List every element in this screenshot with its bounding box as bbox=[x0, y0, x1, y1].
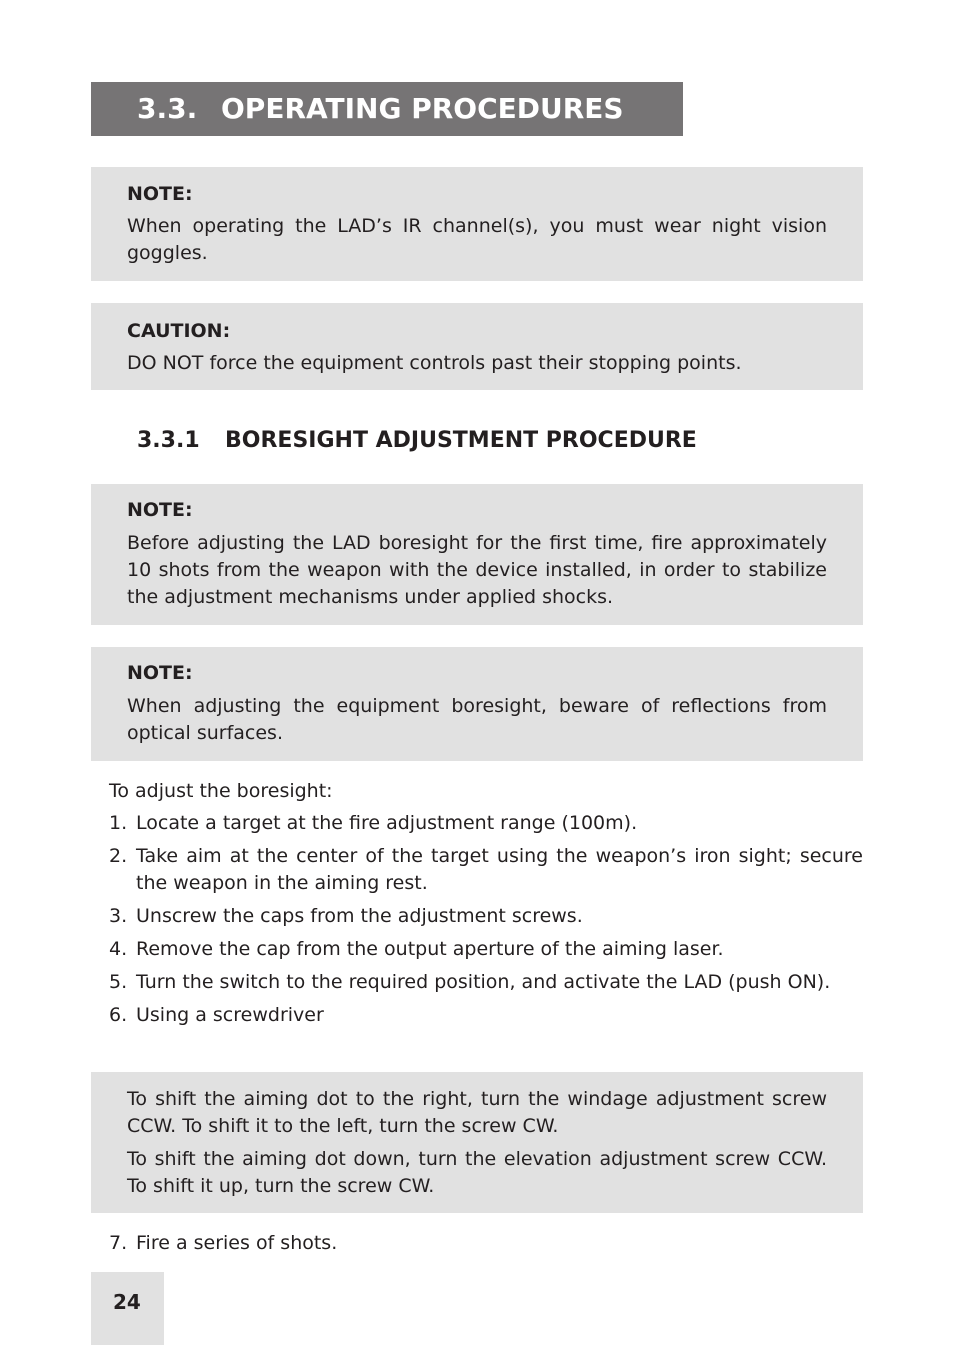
caution-label: CAUTION: bbox=[127, 320, 231, 342]
step-text: Remove the cap from the output aperture of the aiming laser. bbox=[136, 938, 724, 960]
note-box-first-time bbox=[91, 484, 863, 625]
note-text: When operating the LAD’s IR channel(s), you must wear night vision goggles. bbox=[127, 215, 827, 264]
step-number: 7. bbox=[109, 1232, 128, 1254]
caution-box bbox=[91, 303, 863, 390]
step-text: Take aim at the center of the target using the weapon’s iron sight; secure the weapon in the aiming rest. bbox=[136, 845, 863, 894]
note-label: NOTE: bbox=[127, 499, 193, 521]
note-label: NOTE: bbox=[127, 662, 193, 684]
section-number: 3.3. bbox=[137, 92, 198, 125]
step-text: Using a screwdriver bbox=[136, 1004, 324, 1026]
section-heading bbox=[91, 82, 683, 136]
step-number: 2. bbox=[109, 845, 128, 867]
step-text: Turn the switch to the required position, and activate the LAD (push ON). bbox=[136, 971, 831, 993]
adjustment-instructions-box bbox=[91, 1072, 863, 1213]
procedure-steps bbox=[109, 810, 863, 1035]
subsection-title: BORESIGHT ADJUSTMENT PROCEDURE bbox=[225, 428, 697, 453]
subsection-heading bbox=[137, 428, 697, 453]
list-item bbox=[109, 810, 863, 837]
list-item bbox=[109, 843, 863, 897]
subsection-number: 3.3.1 bbox=[137, 428, 200, 453]
note-box-reflections bbox=[91, 647, 863, 761]
caution-text: DO NOT force the equipment controls past their stopping points. bbox=[127, 352, 742, 374]
step-text: Locate a target at the fire adjustment range (100m). bbox=[136, 812, 638, 834]
list-item bbox=[109, 903, 863, 930]
list-item bbox=[109, 936, 863, 963]
windage-instructions: To shift the aiming dot to the right, turn the windage adjustment screw CCW. To shift it to the left, turn the screw CW. bbox=[127, 1088, 827, 1137]
elevation-instructions: To shift the aiming dot down, turn the elevation adjustment screw CCW. To shift it up, turn the screw CW. bbox=[127, 1148, 827, 1197]
step-text: Unscrew the caps from the adjustment screws. bbox=[136, 905, 583, 927]
step-number: 6. bbox=[109, 1004, 128, 1026]
note-text: When adjusting the equipment boresight, beware of reflections from optical surfaces. bbox=[127, 695, 827, 744]
list-item bbox=[109, 969, 863, 996]
step-number: 3. bbox=[109, 905, 128, 927]
section-title: OPERATING PROCEDURES bbox=[221, 92, 624, 125]
step-number: 5. bbox=[109, 971, 128, 993]
list-item bbox=[109, 1002, 863, 1029]
page-number: 24 bbox=[91, 1272, 164, 1345]
step-number: 1. bbox=[109, 812, 128, 834]
note-label: NOTE: bbox=[127, 183, 193, 205]
note-text: Before adjusting the LAD boresight for the first time, fire approximately 10 shots from the weapon with the device installed, in order to stabilize the adjustment mechanisms under applied shocks. bbox=[127, 532, 827, 608]
procedure-intro: To adjust the boresight: bbox=[109, 780, 333, 802]
step-number: 4. bbox=[109, 938, 128, 960]
step-text: Fire a series of shots. bbox=[136, 1232, 338, 1254]
note-box-ir bbox=[91, 167, 863, 281]
